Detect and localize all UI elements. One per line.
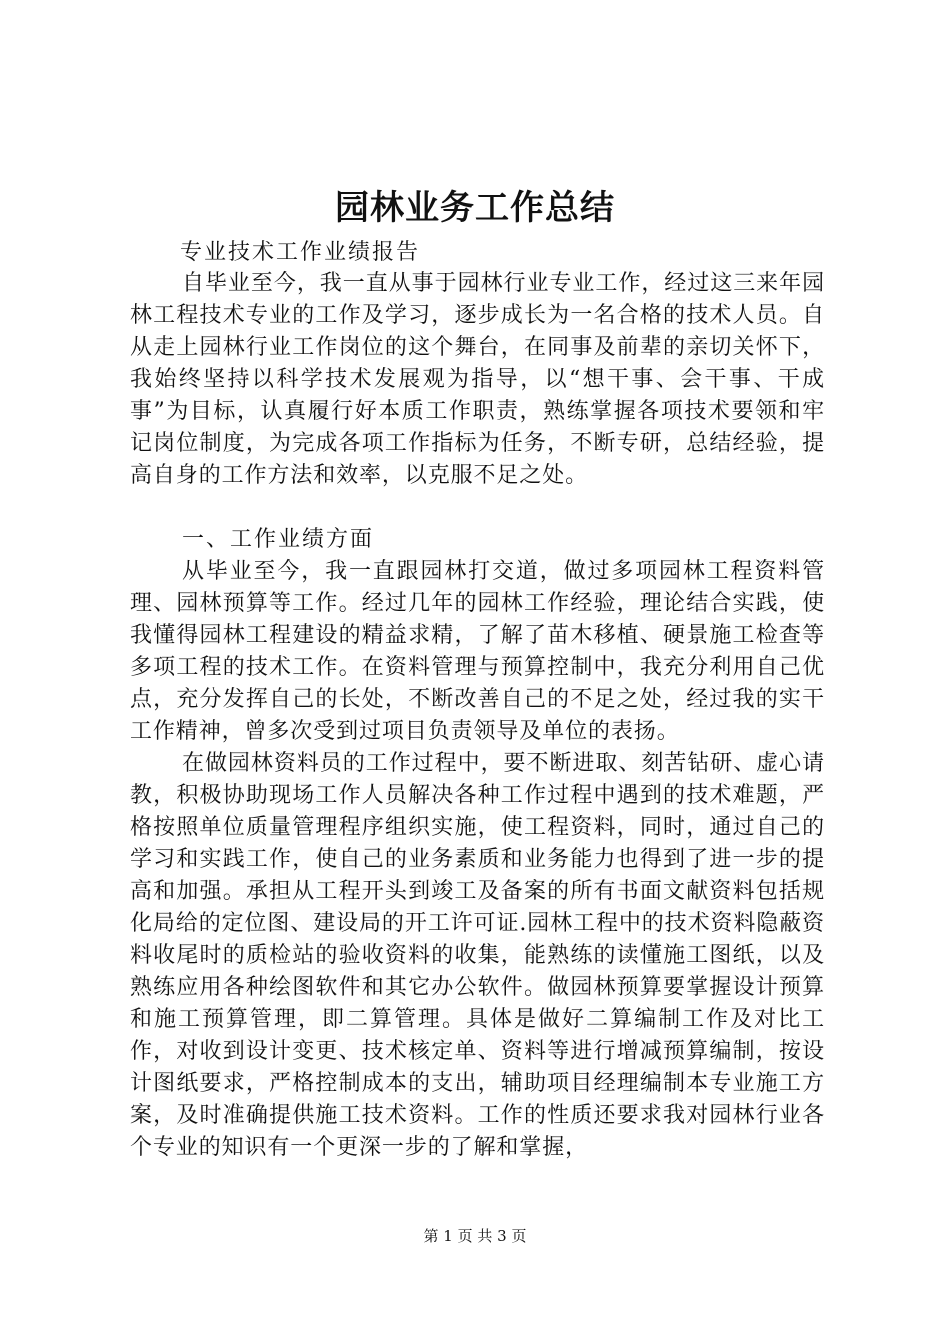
body-paragraph-2: 从毕业至今，我一直跟园林打交道，做过多项园林工程资料管理、园林预算等工作。经过几年的园林工作经验，理论结合实践，使我懂得园林工程建设的精益求精，了解了苗木移植、硬景施工检查等多项工程的技术工作。在资料管理与预算控制中，我充分利用自己优点，充分发挥自己的长处，不断改善自己的不足之处，经过我的实干工作精神，曾多次受到过项目负责领导及单位的表扬。 [130,559,825,744]
body-paragraph-1: 自毕业至今，我一直从事于园林行业专业工作，经过这三来年园林工程技术专业的工作及学习，逐步成长为一名合格的技术人员。自从走上园林行业工作岗位的这个舞台，在同事及前辈的亲切关怀下，我始终坚持以科学技术发展观为指导，以“想干事、会干事、干成事”为目标，认真履行好本质工作职责，熟练掌握各项技术要领和牢记岗位制度，为完成各项工作指标为任务，不断专研，总结经验，提高自身的工作方法和效率，以克服不足之处。 [130,271,825,488]
body-paragraph-3: 在做园林资料员的工作过程中，要不断进取、刻苦钻研、虚心请教，积极协助现场工作人员解决各种工作过程中遇到的技术难题，严格按照单位质量管理程序组织实施，使工程资料，同时，通过自己的学习和实践工作，使自己的业务素质和业务能力也得到了进一步的提高和加强。承担从工程开头到竣工及备案的所有书面文献资料包括规化局给的定位图、建设局的开工许可证.园林工程中的技术资料隐蔽资料收尾时的质检站的验收资料的收集，能熟练的读懂施工图纸，以及熟练应用各种绘图软件和其它办公软件。做园林预算要掌握设计预算和施工预算管理，即二算管理。具体是做好二算编制工作及对比工作，对收到设计变更、技术核定单、资料等进行增减预算编制，按设计图纸要求，严格控制成本的支出，辅助项目经理编制本专业施工方案，及时准确提供施工技术资料。工作的性质还要求我对园林行业各个专业的知识有一个更深一步的了解和掌握， [130,751,825,1160]
page-footer: 第 1 页 共 3 页 [423,1227,527,1245]
document-subtitle: 专业技术工作业绩报告 [180,240,421,265]
section-heading-1: 一、工作业绩方面 [182,527,375,552]
document-title: 园林业务工作总结 [335,188,615,228]
